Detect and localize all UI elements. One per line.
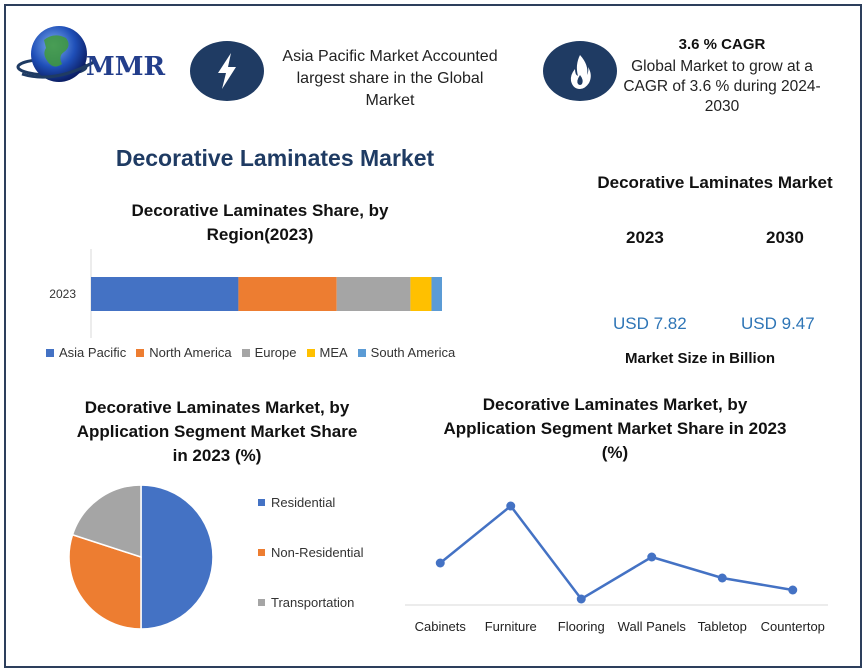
line-point-cabinets [436, 559, 445, 568]
legend-label: Residential [271, 495, 336, 510]
market-size-note: Market Size in Billion [624, 350, 776, 367]
info-line: Asia Pacific Market Accounted [282, 48, 498, 65]
legend-label: Transportation [271, 595, 355, 610]
bar-category-label: 2023 [49, 287, 76, 301]
line-point-flooring [577, 595, 586, 604]
x-tick-label: Countertop [760, 619, 825, 634]
info-line: 2030 [704, 98, 740, 115]
market-size-title: Decorative Laminates Market [597, 173, 833, 192]
line-chart-title-line: (%) [601, 443, 629, 462]
pie-chart-title-line: Decorative Laminates Market, by [84, 398, 350, 417]
line-chart-title-line: Application Segment Market Share in 2023 [443, 419, 787, 438]
line-series [440, 506, 793, 599]
year-2023-label: 2023 [626, 228, 664, 247]
legend-label: Asia Pacific [59, 345, 127, 360]
line-point-wall-panels [647, 553, 656, 562]
line-point-tabletop [718, 574, 727, 583]
page-title: Decorative Laminates Market [115, 145, 435, 171]
cagr-title: 3.6 % CAGR [678, 36, 766, 53]
legend-label: Non-Residential [271, 545, 364, 560]
legend-label: MEA [319, 345, 348, 360]
legend-label: South America [370, 345, 456, 360]
legend-label: Europe [254, 345, 297, 360]
bar-chart-title-line: Decorative Laminates Share, by [131, 201, 389, 220]
x-tick-label: Flooring [557, 619, 605, 634]
x-tick-label: Furniture [484, 619, 537, 634]
bar-chart-title-line: Region(2023) [206, 225, 314, 244]
legend-label: North America [149, 345, 232, 360]
line-chart-title-line: Decorative Laminates Market, by [482, 395, 748, 414]
market-value-2030: USD 9.47 [741, 314, 815, 333]
x-tick-label: Tabletop [697, 619, 747, 634]
x-tick-label: Cabinets [414, 619, 466, 634]
info-line: largest share in the Global [296, 70, 484, 87]
info-line: CAGR of 3.6 % during 2024- [623, 78, 821, 95]
pie-chart-title-line: in 2023 (%) [172, 446, 262, 465]
pie-chart-title-line: Application Segment Market Share [76, 422, 358, 441]
year-2030-label: 2030 [766, 228, 804, 247]
line-point-countertop [788, 586, 797, 595]
info-line: Global Market to grow at a [631, 58, 813, 75]
logo-text: MMR [86, 52, 166, 82]
market-value-2023: USD 7.82 [613, 314, 687, 333]
line-point-furniture [506, 502, 515, 511]
info-line: Market [365, 92, 415, 109]
x-tick-label: Wall Panels [617, 619, 686, 634]
